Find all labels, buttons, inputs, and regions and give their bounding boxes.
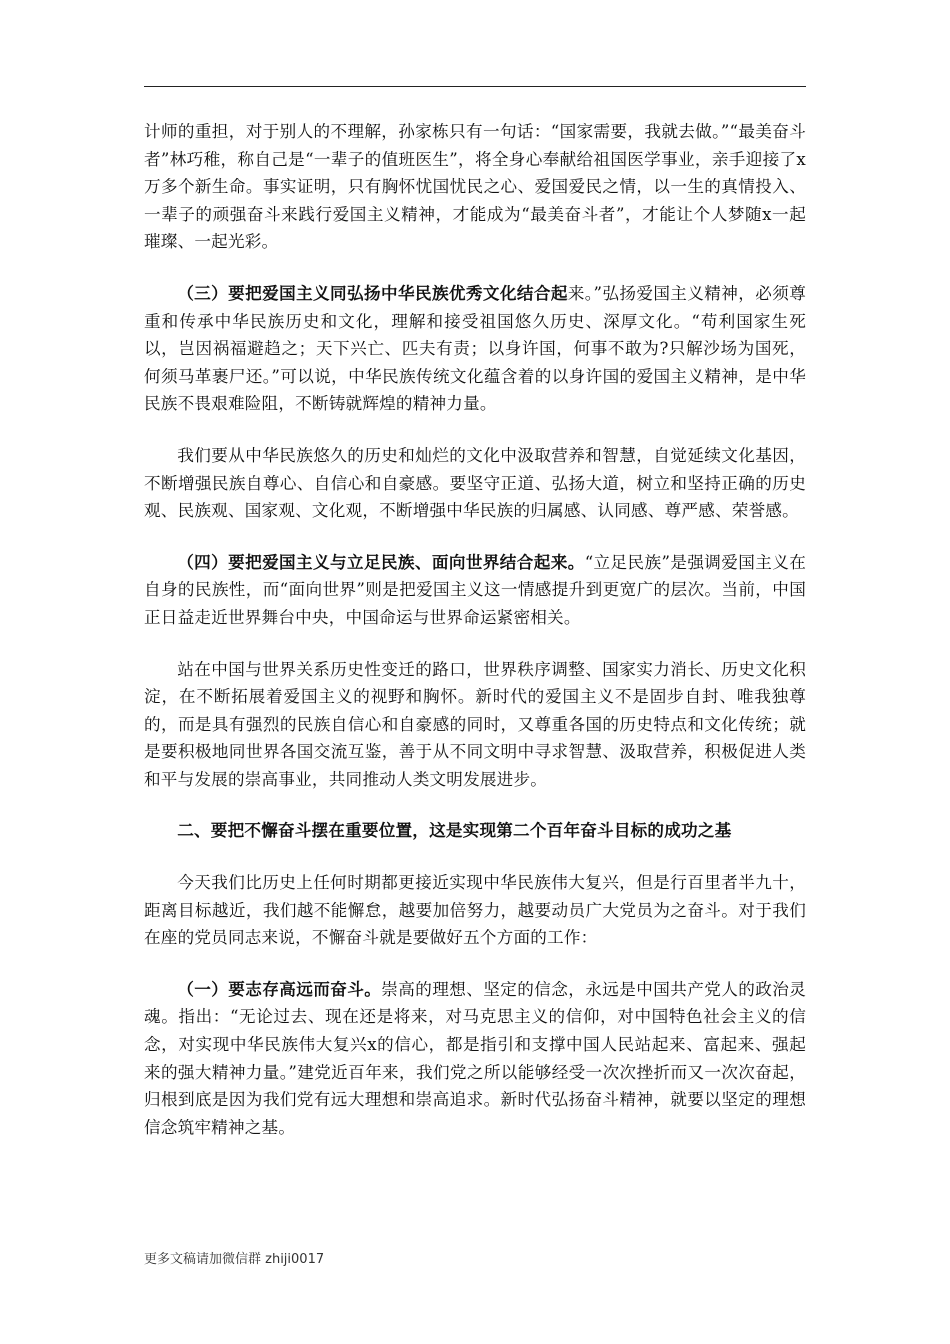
- paragraph-7: 今天我们比历史上任何时期都更接近实现中华民族伟大复兴，但是行百里者半九十，距离目标越近，我们越不能懈怠，越要加倍努力，越要动员广大党员为之奋斗。对于我们在座的党员同志来说，不懈奋斗就是要做好五个方面的工作：: [144, 873, 806, 948]
- header-rule: [144, 86, 806, 87]
- section-heading-1: （一）要志存高远而奋斗。: [177, 978, 382, 999]
- paragraph-8: （一）要志存高远而奋斗。崇高的理想、坚定的信念，永远是中国共产党人的政治灵魂。指出：“无论过去、现在还是将来，对马克思主义的信仰，对中国特色社会主义的信念，对实现中华民族伟大复兴x的信心，都是指引和支撑中国人民站起来、富起来、强起来的强大精神力量。”建党近百年来，我们党之所以能够经受一次次挫折而又一次次奋起，归根到底是因为我们党有远大理想和崇高追求。新时代弘扬奋斗精神，就要以坚定的理想信念筑牢精神之基。: [144, 978, 807, 1137]
- paragraph-6: [144, 817, 806, 845]
- paragraph-5: 站在中国与世界关系历史性变迁的路口，世界秩序调整、国家实力消长、历史文化积淀，在不断拓展着爱国主义的视野和胸怀。新时代的爱国主义不是固步自封、唯我独尊的，而是具有强烈的民族自信心和自豪感的同时，又尊重各国的历史特点和文化传统；就是要积极地同世界各国交流互鉴，善于从不同文明中寻求智慧、汲取营养，积极促进人类和平与发展的崇高事业，共同推动人类文明发展进步。: [144, 659, 806, 789]
- section-heading-4: （四）要把爱国主义与立足民族、面向世界结合起来。: [177, 551, 585, 572]
- paragraph-1: 计师的重担，对于别人的不理解，孙家栋只有一句话：“国家需要，我就去做。”“最美奋斗者”林巧稚，称自己是“一辈子的值班医生”，将全身心奉献给祖国医学事业，亲手迎接了x万多个新生命。事实证明，只有胸怀忧国忧民之心、爱国爱民之情，以一生的真情投入、一辈子的顽强奋斗来践行爱国主义精神，才能成为“最美奋斗者”，才能让个人梦随x一起璀璨、一起光彩。: [144, 122, 806, 252]
- chapter-heading-2: 二、要把不懈奋斗摆在重要位置，这是实现第二个百年奋斗目标的成功之基: [177, 820, 732, 841]
- paragraph-3: 我们要从中华民族悠久的历史和灿烂的文化中汲取营养和智慧，自觉延续文化基因，不断增强民族自尊心、自信心和自豪感。要坚守正道、弘扬大道，树立和坚持正确的历史观、民族观、国家观、文化观，不断增强中华民族的归属感、认同感、尊严感、荣誉感。: [144, 445, 806, 521]
- paragraph-4: （四）要把爱国主义与立足民族、面向世界结合起来。“立足民族”是强调爱国主义在自身的民族性，而“面向世界”则是把爱国主义这一情感提升到更宽广的层次。当前，中国正日益走近世界舞台中央，中国命运与世界命运紧密相关。: [144, 551, 806, 627]
- paragraph-2: （三）要把爱国主义同弘扬中华民族优秀文化结合起来。”弘扬爱国主义精神，必须尊重和传承中华民族历史和文化，理解和接受祖国悠久历史、深厚文化。“苟利国家生死以，岂因祸福避趋之；天下兴亡、匹夫有责；以身许国，何事不敢为?只解沙场为国死，何须马革裹尸还。”可以说，中华民族传统文化蕴含着的以身许国的爱国主义精神，是中华民族不畏艰难险阻，不断铸就辉煌的精神力量。: [144, 282, 806, 414]
- document-body: [144, 118, 806, 1165]
- section-heading-3: （三）要把爱国主义同弘扬中华民族优秀文化结合起: [177, 282, 568, 303]
- footer-note: 更多文稿请加微信群 zhiji0017: [144, 1252, 325, 1267]
